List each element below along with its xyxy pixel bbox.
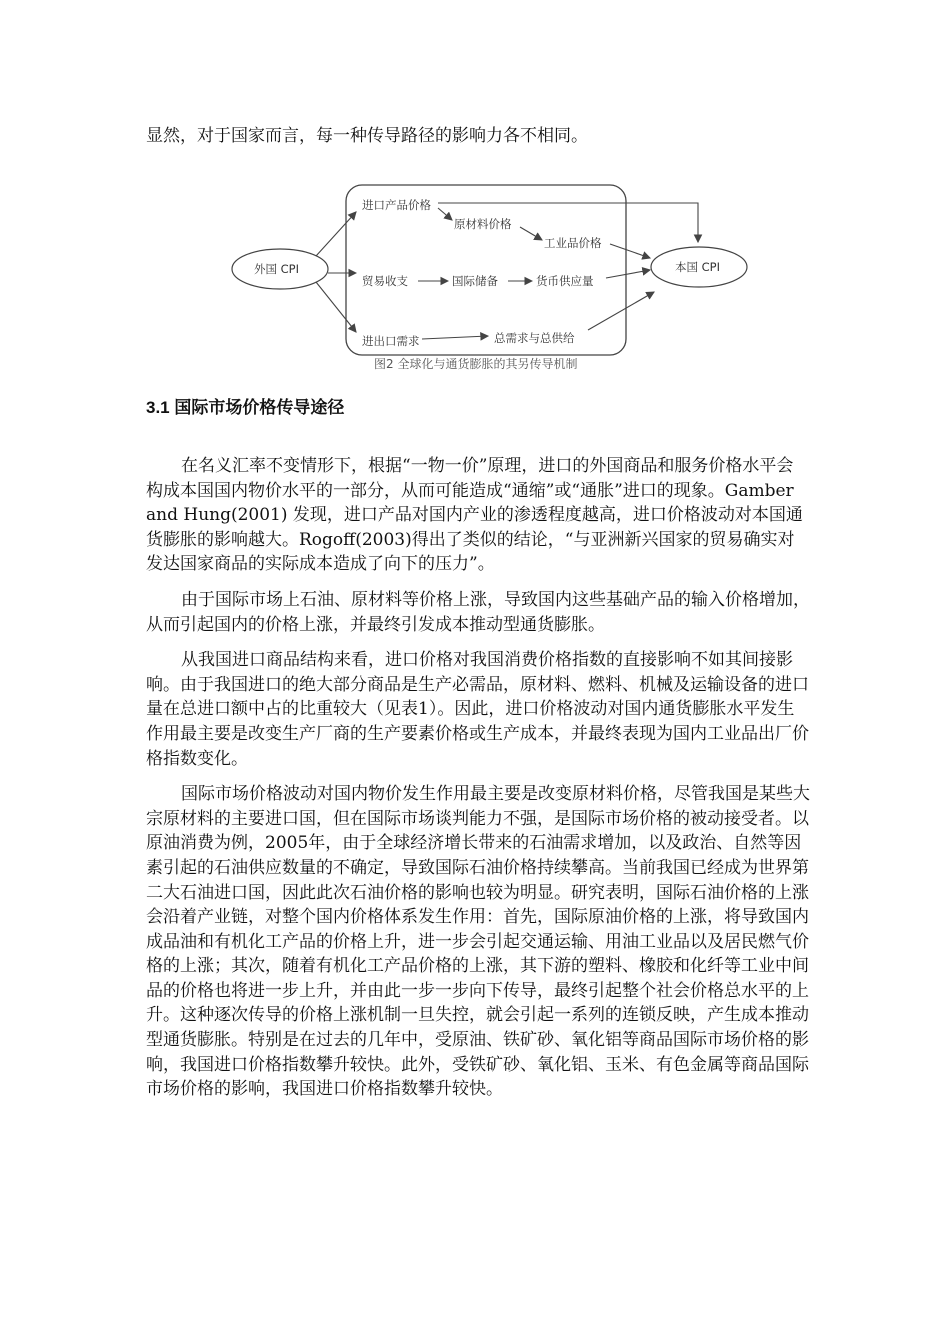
arrow-money-to-domestic [606, 270, 650, 278]
intro-paragraph: 显然，对于国家而言，每一种传导路径的影响力各不相同。 [146, 126, 588, 146]
arrow-foreign-to-import [316, 212, 356, 256]
import-export-demand-label: 进出口需求 [362, 334, 420, 348]
arrow-aggregate-to-domestic [588, 292, 654, 330]
raw-material-price-label: 原材料价格 [454, 217, 512, 231]
trade-balance-label: 贸易收支 [362, 274, 408, 288]
money-supply-label: 货币供应量 [536, 274, 594, 288]
arrow-foreign-to-demand [316, 282, 356, 332]
paragraph-2: 由于国际市场上石油、原材料等价格上涨，导致国内这些基础产品的输入价格增加，从而引起国内的价格上涨，并最终引发成本推动型通货膨胀。 [146, 589, 810, 635]
import-price-label: 进口产品价格 [362, 198, 431, 212]
section-heading: 3.1 国际市场价格传导途径 [146, 398, 345, 417]
paragraph-3: 从我国进口商品结构来看，进口价格对我国消费价格指数的直接影响不如其间接影响。由于我国进口的绝大部分商品是生产必需品，原材料、燃料、机械及运输设备的进口量在总进口额中占的比重较大（见表1）。因此，进口价格波动对国内通货膨胀水平发生作用最主要是改变生产厂商的生产要素价格或生产成本，并最终表现为国内工业品出厂价格指数变化。 [146, 650, 809, 769]
arrow-import-to-raw [438, 208, 452, 220]
intl-reserve-label: 国际储备 [452, 274, 498, 288]
paragraph-1: 在名义汇率不变情形下，根据“一物一价”原理，进口的外国商品和服务价格水平会构成本国国内物价水平的一部分，从而可能造成“通缩”或“通胀”进口的现象。Gamber and Hung(2001) 发现，进口产品对国内产业的渗透程度越高，进口价格波动对本国通货膨胀的影响越大。Rogoff(2003)得出了类似的结论，“与亚洲新兴国家的贸易确实对发达国家商品的实际成本造成了向下的压力”。 [146, 456, 803, 575]
arrow-demand-to-aggregate [422, 336, 488, 339]
diagram-caption: 图2 全球化与通货膨胀的其另传导机制 [374, 357, 578, 371]
body-text [146, 454, 810, 1113]
aggregate-supply-demand-label: 总需求与总供给 [494, 331, 575, 345]
industrial-price-label: 工业品价格 [544, 236, 602, 250]
paragraph-4: 国际市场价格波动对国内物价发生作用最主要是改变原材料价格，尽管我国是某些大宗原材料的主要进口国，但在国际市场谈判能力不强，是国际市场价格的被动接受者。以原油消费为例，2005年，由于全球经济增长带来的石油需求增加，以及政治、自然等因素引起的石油供应数量的不确定，导致国际石油价格持续攀高。当前我国已经成为世界第二大石油进口国，因此此次石油价格的影响也较为明显。研究表明，国际石油价格的上涨会沿着产业链，对整个国内价格体系发生作用：首先，国际原油价格的上涨，将导致国内成品油和有机化工产品的价格上升，进一步会引起交通运输、用油工业品以及居民燃气价格的上涨；其次，随着有机化工产品价格的上涨，其下游的塑料、橡胶和化纤等工业中间品的价格也将进一步上升，并由此一步一步向下传导，最终引起整个社会价格总水平的上升。这种逐次传导的价格上涨机制一旦失控，就会引起一系列的连锁反映，产生成本推动型通货膨胀。特别是在过去的几年中，受原油、铁矿砂、氧化铝等商品国际市场价格的影响，我国进口价格指数攀升较快。此外，受铁矿砂、氧化铝、玉米、有色金属等商品国际市场价格的影响，我国进口价格指数攀升较快。 [146, 784, 810, 1100]
transmission-diagram [226, 182, 766, 374]
domestic-cpi-label: 本国 CPI [675, 260, 721, 274]
arrow-raw-to-industrial [520, 227, 542, 240]
foreign-cpi-label: 外国 CPI [254, 262, 300, 276]
arrow-industrial-to-domestic [610, 244, 650, 258]
